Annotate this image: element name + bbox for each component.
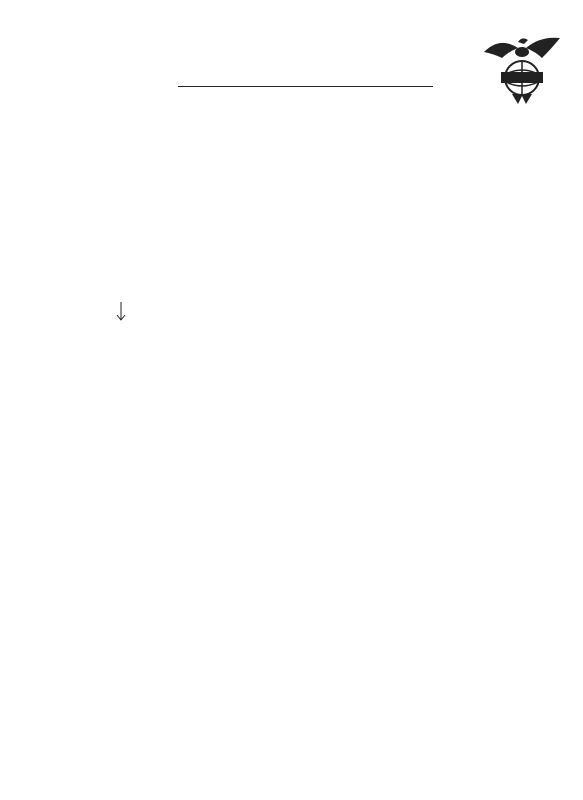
arrow-down-icon: [116, 302, 126, 322]
